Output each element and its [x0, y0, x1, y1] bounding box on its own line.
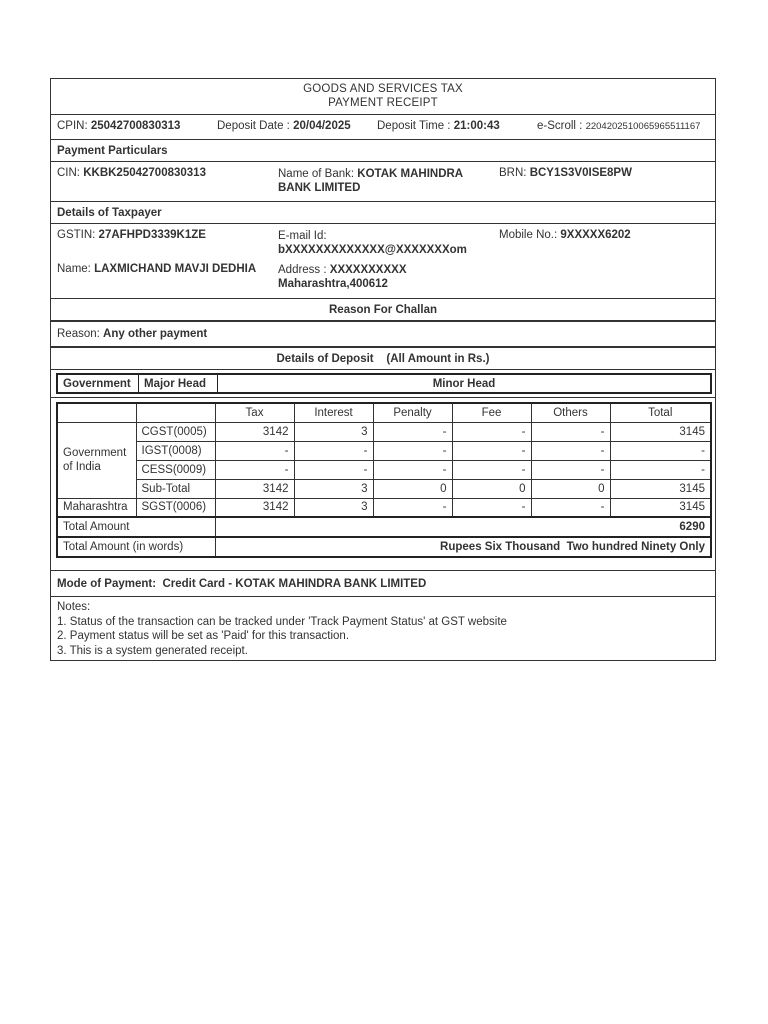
note-item: 3. This is a system generated receipt.: [57, 644, 248, 657]
deposit-date-label: Deposit Date :: [217, 120, 290, 132]
taxpayer-name-value: LAXMICHAND MAVJI DEDHIA: [94, 263, 257, 275]
reason-value: Any other payment: [103, 328, 208, 340]
value-cell: -: [531, 441, 610, 460]
value-cell: 3145: [610, 422, 711, 441]
bank-value-line2: BANK LIMITED: [278, 182, 361, 194]
government-of-india: Government of India: [57, 422, 136, 498]
col-header-fee: Fee: [452, 403, 531, 422]
deposit-heading: Details of Deposit (All Amount in Rs.): [51, 348, 715, 370]
receipt-title-line1: GOODS AND SERVICES TAX: [303, 83, 463, 95]
value-cell: -: [531, 422, 610, 441]
state-government-cell: Maharashtra: [57, 498, 136, 517]
value-cell: -: [452, 460, 531, 479]
payment-particulars: [51, 162, 715, 202]
head-col-minor-head: Minor Head: [218, 374, 712, 393]
value-cell: 3145: [610, 479, 711, 498]
value-cell: -: [373, 498, 452, 517]
mode-of-payment-value: Credit Card - KOTAK MAHINDRA BANK LIMITED: [162, 578, 427, 590]
total-words-label: Total Amount (in words): [57, 537, 215, 557]
value-cell: -: [531, 498, 610, 517]
total-words-value: Rupees Six Thousand Two hundred Ninety Only: [215, 537, 711, 557]
cpin-value: 25042700830313: [90, 120, 181, 132]
value-cell: 3: [294, 498, 373, 517]
notes: [51, 597, 715, 660]
summary-row: [51, 115, 715, 140]
receipt-title-line2: PAYMENT RECEIPT: [328, 97, 438, 109]
brn-label: BRN:: [499, 167, 527, 179]
cin: [57, 167, 206, 179]
payment-receipt: [50, 78, 716, 661]
head-col-major-head: Major Head: [139, 374, 218, 393]
gstin: [57, 229, 206, 241]
address-line1: XXXXXXXXXX: [329, 264, 407, 276]
blank-cell: [57, 403, 136, 422]
total-words-row: [57, 537, 711, 557]
major-head-cell: CGST(0005): [136, 422, 215, 441]
escroll: [537, 120, 700, 132]
table-row: [57, 460, 711, 479]
reason-label: Reason:: [57, 328, 100, 340]
taxpayer-name-label: Name:: [57, 263, 91, 275]
mode-of-payment-label: Mode of Payment:: [57, 578, 157, 590]
value-cell: -: [452, 422, 531, 441]
col-header-total: Total: [610, 403, 711, 422]
table-row: [57, 498, 711, 517]
mobile: [499, 229, 631, 241]
value-cell: 3: [294, 479, 373, 498]
table-row: [57, 441, 711, 460]
value-cell: -: [294, 460, 373, 479]
escroll-label: e-Scroll :: [537, 120, 583, 132]
brn: [499, 167, 632, 179]
gstin-value: 27AFHPD3339K1ZE: [98, 229, 206, 241]
bank-value-line1: KOTAK MAHINDRA: [357, 168, 464, 180]
value-cell: -: [373, 460, 452, 479]
value-cell: -: [531, 460, 610, 479]
value-cell: 3: [294, 422, 373, 441]
mode-of-payment: [51, 571, 715, 597]
col-header-interest: Interest: [294, 403, 373, 422]
value-cell: -: [215, 460, 294, 479]
address: [278, 263, 407, 291]
escroll-value: 2204202510065965511167: [585, 121, 701, 132]
deposit-table: [56, 402, 712, 558]
gstin-label: GSTIN:: [57, 229, 96, 241]
taxpayer-name: [57, 263, 256, 275]
email-label: E-mail Id:: [278, 230, 327, 242]
challan-heading: Reason For Challan: [51, 299, 715, 322]
value-cell: 0: [373, 479, 452, 498]
deposit-time-label: Deposit Time :: [377, 120, 451, 132]
cin-value: KKBK25042700830313: [83, 167, 206, 179]
taxpayer-heading: Details of Taxpayer: [51, 202, 715, 224]
value-cell: 3142: [215, 498, 294, 517]
total-amount-label: Total Amount: [57, 517, 215, 537]
challan-reason: [51, 322, 715, 348]
major-head-cell: Sub-Total: [136, 479, 215, 498]
value-cell: -: [373, 441, 452, 460]
cpin: [57, 120, 180, 132]
value-cell: -: [610, 441, 711, 460]
major-head-cell: SGST(0006): [136, 498, 215, 517]
col-header-tax: Tax: [215, 403, 294, 422]
value-cell: 0: [531, 479, 610, 498]
payment-particulars-heading: Payment Particulars: [51, 140, 715, 162]
col-header-others: Others: [531, 403, 610, 422]
total-amount-row: [57, 517, 711, 537]
address-line2: Maharashtra,400612: [278, 278, 388, 290]
head-table: [56, 373, 712, 394]
brn-value: BCY1S3V0ISE8PW: [529, 167, 632, 179]
deposit-time: [377, 120, 500, 132]
blank-cell: [136, 403, 215, 422]
value-cell: -: [452, 441, 531, 460]
receipt-title: [51, 79, 715, 115]
bank-label: Name of Bank:: [278, 168, 355, 180]
notes-heading: Notes:: [57, 601, 91, 613]
deposit-date-value: 20/04/2025: [293, 120, 351, 132]
taxpayer-details: [51, 224, 715, 299]
value-cell: -: [215, 441, 294, 460]
value-cell: -: [294, 441, 373, 460]
value-cell: 0: [452, 479, 531, 498]
table-row: [57, 479, 711, 498]
email-value: bXXXXXXXXXXXXX@XXXXXXXom: [278, 244, 467, 256]
major-head-cell: IGST(0008): [136, 441, 215, 460]
mobile-label: Mobile No.:: [499, 229, 558, 241]
deposit-details: [51, 398, 715, 571]
email: [278, 229, 467, 257]
cin-label: CIN:: [57, 167, 80, 179]
note-item: 2. Payment status will be set as 'Paid' for this transaction.: [57, 630, 350, 642]
col-header-penalty: Penalty: [373, 403, 452, 422]
value-cell: -: [373, 422, 452, 441]
bank-name: [278, 167, 463, 195]
mobile-value: 9XXXXX6202: [560, 229, 631, 241]
note-item: 1. Status of the transaction can be tracked under 'Track Payment Status' at GST website: [57, 615, 507, 628]
major-head-cell: CESS(0009): [136, 460, 215, 479]
value-cell: -: [452, 498, 531, 517]
head-col-government: Government: [57, 374, 139, 393]
table-row: [57, 422, 711, 441]
deposit-date: [217, 120, 351, 132]
cpin-label: CPIN:: [57, 120, 88, 132]
value-cell: 3142: [215, 422, 294, 441]
value-cell: 3142: [215, 479, 294, 498]
deposit-time-value: 21:00:43: [453, 120, 500, 132]
value-cell: 3145: [610, 498, 711, 517]
address-label: Address :: [278, 264, 327, 276]
value-cell: -: [610, 460, 711, 479]
total-amount-value: 6290: [215, 517, 711, 537]
deposit-col-headers: [57, 403, 711, 422]
deposit-head-row: [51, 370, 715, 398]
